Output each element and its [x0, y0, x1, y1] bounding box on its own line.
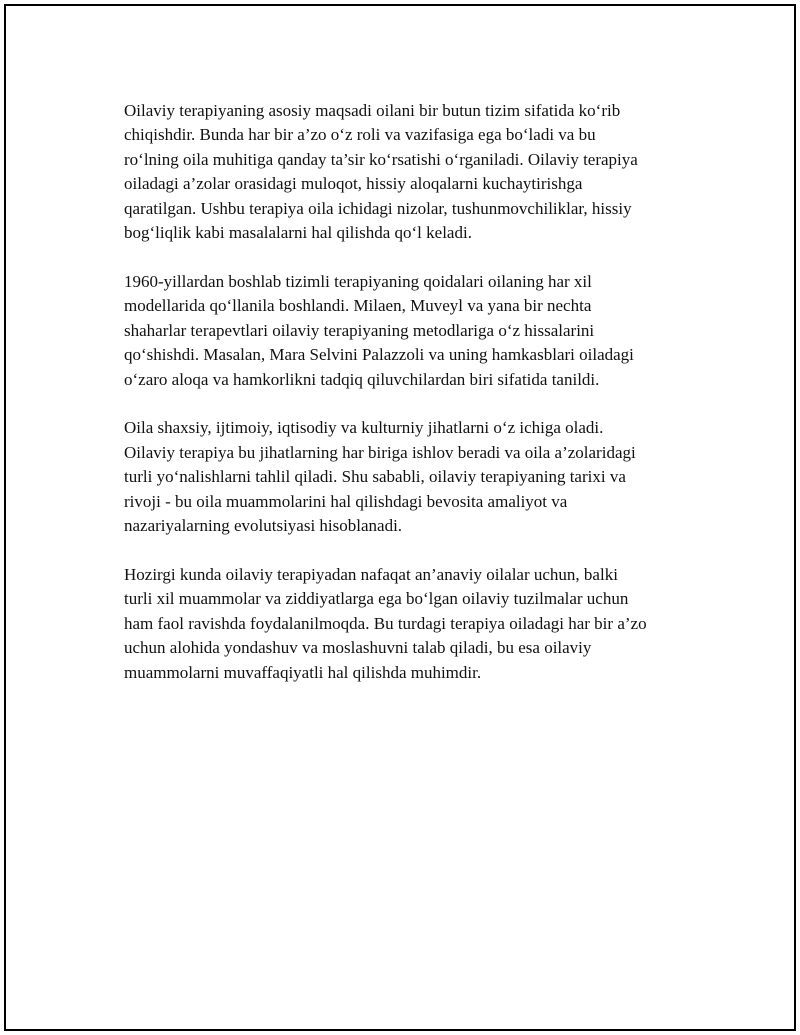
- text-line: qo‘shishdi. Masalan, Mara Selvini Palazzoli va uning hamkasblari oiladagi: [124, 345, 634, 365]
- text-line: muammolarni muvaffaqiyatli hal qilishda muhimdir.: [124, 662, 482, 682]
- text-line: bog‘liqlik kabi masalalarni hal qilishda qo‘l keladi.: [124, 223, 472, 243]
- text-line: Oila shaxsiy, ijtimoiy, iqtisodiy va kulturniy jihatlarni o‘z ichiga oladi.: [124, 418, 604, 438]
- text-line: ham faol ravishda foydalanilmoqda. Bu turdagi terapiya oiladagi har bir a’zo: [124, 613, 647, 633]
- text-line: Oilaviy terapiya bu jihatlarning har biriga ishlov beradi va oila a’zolaridagi: [124, 442, 636, 462]
- page-border: [4, 4, 796, 1031]
- paragraph-2: [124, 270, 704, 392]
- paragraph-4: [124, 563, 704, 685]
- text-line: Oilaviy terapiyaning asosiy maqsadi oilani bir butun tizim sifatida ko‘rib: [124, 101, 621, 120]
- paragraph-1: [124, 99, 704, 245]
- paragraph-3: [124, 416, 704, 538]
- text-line: oiladagi a’zolar orasidagi muloqot, hissiy aloqalarni kuchaytirishga: [124, 174, 583, 194]
- text-line: qaratilgan. Ushbu terapiya oila ichidagi nizolar, tushunmovchiliklar, hissiy: [124, 198, 632, 218]
- text-line: uchun alohida yondashuv va moslashuvni talab qiladi, bu esa oilaviy: [124, 638, 592, 658]
- text-line: o‘zaro aloqa va hamkorlikni tadqiq qiluvchilardan biri sifatida tanildi.: [124, 369, 600, 389]
- text-line: chiqishdir. Bunda har bir a’zo o‘z roli va vazifasiga ega bo‘ladi va bu: [124, 125, 596, 145]
- text-line: turli xil muammolar va ziddiyatlarga ega bo‘lgan oilaviy tuzilmalar uchun: [124, 589, 629, 609]
- text-line: turli yo‘nalishlarni tahlil qiladi. Shu sababli, oilaviy terapiyaning tarixi va: [124, 467, 626, 487]
- text-line: modellarida qo‘llanila boshlandi. Milaen, Muveyl va yana bir nechta: [124, 296, 592, 316]
- text-line: 1960-yillardan boshlab tizimli terapiyaning qoidalari oilaning har xil: [124, 271, 592, 291]
- text-line: Hozirgi kunda oilaviy terapiyadan nafaqat an’anaviy oilalar uchun, balki: [124, 565, 618, 584]
- text-line: rivoji - bu oila muammolarini hal qilishdagi bevosita amaliyot va: [124, 491, 568, 511]
- document-body: [124, 99, 704, 710]
- text-line: nazariyalarning evolutsiyasi hisoblanadi.: [124, 516, 403, 536]
- text-line: ro‘lning oila muhitiga qanday ta’sir ko‘rsatishi o‘rganiladi. Oilaviy terapiya: [124, 149, 638, 169]
- text-line: shaharlar terapevtlari oilaviy terapiyaning metodlariga o‘z hissalarini: [124, 320, 595, 340]
